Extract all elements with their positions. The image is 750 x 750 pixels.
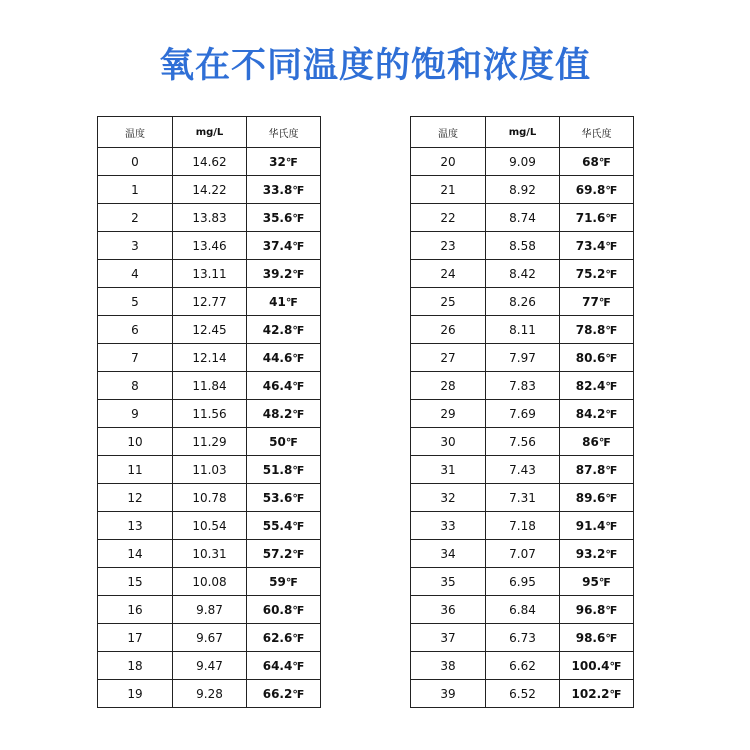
- fahrenheit-value: 77: [582, 294, 599, 309]
- fahrenheit-unit: ℉: [285, 435, 298, 449]
- cell-mgl: 10.78: [173, 484, 247, 512]
- cell-mgl: 10.54: [173, 512, 247, 540]
- cell-mgl: 10.31: [173, 540, 247, 568]
- fahrenheit-value: 68: [582, 154, 599, 169]
- table-row: [411, 400, 634, 428]
- cell-fahrenheit: [560, 540, 634, 568]
- cell-temp: 6: [98, 316, 173, 344]
- cell-mgl: 11.29: [173, 428, 247, 456]
- cell-temp: 1: [98, 176, 173, 204]
- fahrenheit-unit: ℉: [605, 267, 618, 281]
- fahrenheit-value: 75.2: [575, 266, 606, 281]
- table-row: [411, 596, 634, 624]
- table-row: [98, 372, 321, 400]
- cell-mgl: 12.77: [173, 288, 247, 316]
- table-row: [411, 456, 634, 484]
- fahrenheit-unit: ℉: [598, 435, 611, 449]
- cell-fahrenheit: [247, 344, 321, 372]
- cell-temp: 36: [411, 596, 486, 624]
- cell-temp: 20: [411, 148, 486, 176]
- cell-mgl: 9.67: [173, 624, 247, 652]
- cell-temp: 25: [411, 288, 486, 316]
- fahrenheit-value: 102.2: [571, 686, 610, 701]
- fahrenheit-value: 96.8: [575, 602, 606, 617]
- cell-fahrenheit: [560, 428, 634, 456]
- table-row: [411, 232, 634, 260]
- cell-temp: 16: [98, 596, 173, 624]
- cell-temp: 38: [411, 652, 486, 680]
- cell-fahrenheit: [247, 400, 321, 428]
- cell-temp: 19: [98, 680, 173, 708]
- cell-temp: 33: [411, 512, 486, 540]
- cell-mgl: 8.92: [486, 176, 560, 204]
- cell-mgl: 12.45: [173, 316, 247, 344]
- cell-fahrenheit: [247, 260, 321, 288]
- cell-mgl: 7.56: [486, 428, 560, 456]
- cell-fahrenheit: [247, 540, 321, 568]
- table-row: [98, 512, 321, 540]
- table-row: [411, 204, 634, 232]
- cell-temp: 12: [98, 484, 173, 512]
- cell-mgl: 8.42: [486, 260, 560, 288]
- fahrenheit-unit: ℉: [605, 631, 618, 645]
- fahrenheit-value: 51.8: [262, 462, 293, 477]
- cell-fahrenheit: [247, 204, 321, 232]
- fahrenheit-unit: ℉: [605, 211, 618, 225]
- table-row: [98, 484, 321, 512]
- fahrenheit-unit: ℉: [292, 603, 305, 617]
- table-row: [411, 148, 634, 176]
- table-row: [98, 428, 321, 456]
- fahrenheit-value: 78.8: [575, 322, 606, 337]
- table-row: [98, 652, 321, 680]
- cell-temp: 9: [98, 400, 173, 428]
- cell-fahrenheit: [247, 568, 321, 596]
- fahrenheit-value: 80.6: [575, 350, 606, 365]
- cell-fahrenheit: [560, 512, 634, 540]
- saturation-table-left: [97, 116, 321, 708]
- fahrenheit-value: 73.4: [575, 238, 606, 253]
- table-row: [98, 596, 321, 624]
- header-fahrenheit: 华氏度: [560, 117, 634, 148]
- cell-temp: 39: [411, 680, 486, 708]
- table-row: [98, 680, 321, 708]
- cell-mgl: 12.14: [173, 344, 247, 372]
- fahrenheit-value: 91.4: [575, 518, 606, 533]
- table-row: [411, 372, 634, 400]
- fahrenheit-value: 44.6: [262, 350, 293, 365]
- fahrenheit-unit: ℉: [285, 575, 298, 589]
- fahrenheit-value: 66.2: [262, 686, 293, 701]
- fahrenheit-value: 50: [269, 434, 286, 449]
- cell-temp: 3: [98, 232, 173, 260]
- cell-mgl: 6.73: [486, 624, 560, 652]
- fahrenheit-value: 57.2: [262, 546, 293, 561]
- fahrenheit-value: 84.2: [575, 406, 606, 421]
- fahrenheit-value: 82.4: [575, 378, 606, 393]
- cell-fahrenheit: [560, 316, 634, 344]
- cell-mgl: 11.03: [173, 456, 247, 484]
- cell-temp: 29: [411, 400, 486, 428]
- fahrenheit-unit: ℉: [292, 491, 305, 505]
- fahrenheit-value: 60.8: [262, 602, 293, 617]
- fahrenheit-value: 69.8: [575, 182, 606, 197]
- table-row: [98, 400, 321, 428]
- cell-temp: 15: [98, 568, 173, 596]
- cell-fahrenheit: [247, 288, 321, 316]
- cell-temp: 17: [98, 624, 173, 652]
- cell-mgl: 8.26: [486, 288, 560, 316]
- page-title: 氧在不同温度的饱和浓度值: [158, 46, 591, 86]
- cell-fahrenheit: [560, 652, 634, 680]
- table-row: [411, 680, 634, 708]
- fahrenheit-unit: ℉: [285, 295, 298, 309]
- fahrenheit-unit: ℉: [609, 687, 622, 701]
- cell-temp: 31: [411, 456, 486, 484]
- cell-fahrenheit: [560, 400, 634, 428]
- fahrenheit-value: 33.8: [262, 182, 293, 197]
- fahrenheit-value: 71.6: [575, 210, 606, 225]
- fahrenheit-value: 59: [269, 574, 286, 589]
- fahrenheit-value: 62.6: [262, 630, 293, 645]
- fahrenheit-value: 37.4: [262, 238, 293, 253]
- cell-fahrenheit: [247, 148, 321, 176]
- table-row: [98, 288, 321, 316]
- table-row: [411, 568, 634, 596]
- cell-temp: 37: [411, 624, 486, 652]
- fahrenheit-unit: ℉: [292, 519, 305, 533]
- cell-fahrenheit: [560, 596, 634, 624]
- fahrenheit-value: 93.2: [575, 546, 606, 561]
- cell-fahrenheit: [560, 372, 634, 400]
- fahrenheit-unit: ℉: [598, 295, 611, 309]
- cell-mgl: 6.52: [486, 680, 560, 708]
- cell-temp: 23: [411, 232, 486, 260]
- cell-fahrenheit: [247, 596, 321, 624]
- cell-temp: 35: [411, 568, 486, 596]
- cell-mgl: 9.87: [173, 596, 247, 624]
- fahrenheit-unit: ℉: [609, 659, 622, 673]
- fahrenheit-unit: ℉: [605, 239, 618, 253]
- fahrenheit-unit: ℉: [605, 323, 618, 337]
- fahrenheit-unit: ℉: [605, 491, 618, 505]
- cell-fahrenheit: [560, 680, 634, 708]
- cell-mgl: 7.97: [486, 344, 560, 372]
- cell-mgl: 13.11: [173, 260, 247, 288]
- cell-mgl: 9.47: [173, 652, 247, 680]
- cell-mgl: 10.08: [173, 568, 247, 596]
- fahrenheit-unit: ℉: [605, 519, 618, 533]
- fahrenheit-unit: ℉: [292, 211, 305, 225]
- fahrenheit-unit: ℉: [292, 687, 305, 701]
- cell-temp: 26: [411, 316, 486, 344]
- table-row: [98, 568, 321, 596]
- cell-mgl: 7.43: [486, 456, 560, 484]
- fahrenheit-unit: ℉: [605, 379, 618, 393]
- cell-fahrenheit: [560, 232, 634, 260]
- fahrenheit-unit: ℉: [292, 351, 305, 365]
- fahrenheit-unit: ℉: [292, 631, 305, 645]
- fahrenheit-value: 87.8: [575, 462, 606, 477]
- table-header-row: [411, 117, 634, 148]
- cell-temp: 13: [98, 512, 173, 540]
- fahrenheit-unit: ℉: [292, 547, 305, 561]
- cell-fahrenheit: [247, 316, 321, 344]
- fahrenheit-value: 64.4: [262, 658, 293, 673]
- cell-temp: 11: [98, 456, 173, 484]
- fahrenheit-value: 48.2: [262, 406, 293, 421]
- header-temp: 温度: [411, 117, 486, 148]
- table-row: [98, 204, 321, 232]
- cell-mgl: 8.58: [486, 232, 560, 260]
- cell-fahrenheit: [247, 232, 321, 260]
- saturation-table-right: [410, 116, 634, 708]
- table-row: [98, 176, 321, 204]
- cell-temp: 21: [411, 176, 486, 204]
- cell-temp: 32: [411, 484, 486, 512]
- fahrenheit-unit: ℉: [292, 407, 305, 421]
- header-mgl: mg/L: [486, 117, 560, 148]
- fahrenheit-unit: ℉: [605, 603, 618, 617]
- cell-fahrenheit: [560, 624, 634, 652]
- table-row: [411, 428, 634, 456]
- fahrenheit-unit: ℉: [292, 379, 305, 393]
- fahrenheit-unit: ℉: [292, 323, 305, 337]
- cell-fahrenheit: [560, 484, 634, 512]
- fahrenheit-value: 46.4: [262, 378, 293, 393]
- header-fahrenheit: 华氏度: [247, 117, 321, 148]
- cell-mgl: 7.07: [486, 540, 560, 568]
- cell-temp: 8: [98, 372, 173, 400]
- fahrenheit-unit: ℉: [605, 407, 618, 421]
- cell-temp: 28: [411, 372, 486, 400]
- cell-mgl: 13.46: [173, 232, 247, 260]
- fahrenheit-unit: ℉: [598, 575, 611, 589]
- cell-temp: 4: [98, 260, 173, 288]
- cell-temp: 24: [411, 260, 486, 288]
- cell-mgl: 8.11: [486, 316, 560, 344]
- cell-fahrenheit: [247, 456, 321, 484]
- cell-fahrenheit: [247, 428, 321, 456]
- cell-mgl: 13.83: [173, 204, 247, 232]
- table-row: [411, 652, 634, 680]
- cell-mgl: 6.62: [486, 652, 560, 680]
- cell-temp: 27: [411, 344, 486, 372]
- cell-mgl: 11.84: [173, 372, 247, 400]
- cell-fahrenheit: [247, 680, 321, 708]
- cell-fahrenheit: [247, 512, 321, 540]
- header-temp: 温度: [98, 117, 173, 148]
- cell-temp: 2: [98, 204, 173, 232]
- fahrenheit-unit: ℉: [598, 155, 611, 169]
- cell-temp: 7: [98, 344, 173, 372]
- fahrenheit-value: 55.4: [262, 518, 293, 533]
- fahrenheit-value: 89.6: [575, 490, 606, 505]
- cell-mgl: 9.09: [486, 148, 560, 176]
- cell-fahrenheit: [560, 288, 634, 316]
- cell-mgl: 7.31: [486, 484, 560, 512]
- cell-temp: 10: [98, 428, 173, 456]
- table-row: [98, 232, 321, 260]
- cell-mgl: 7.69: [486, 400, 560, 428]
- cell-mgl: 6.84: [486, 596, 560, 624]
- cell-fahrenheit: [560, 176, 634, 204]
- fahrenheit-unit: ℉: [292, 659, 305, 673]
- cell-temp: 5: [98, 288, 173, 316]
- fahrenheit-value: 86: [582, 434, 599, 449]
- fahrenheit-unit: ℉: [605, 351, 618, 365]
- table-header-row: [98, 117, 321, 148]
- table-row: [98, 148, 321, 176]
- cell-mgl: 11.56: [173, 400, 247, 428]
- cell-fahrenheit: [247, 484, 321, 512]
- cell-fahrenheit: [560, 204, 634, 232]
- fahrenheit-value: 39.2: [262, 266, 293, 281]
- cell-mgl: 8.74: [486, 204, 560, 232]
- fahrenheit-value: 41: [269, 294, 286, 309]
- cell-fahrenheit: [247, 176, 321, 204]
- cell-fahrenheit: [247, 624, 321, 652]
- fahrenheit-unit: ℉: [605, 183, 618, 197]
- fahrenheit-value: 98.6: [575, 630, 606, 645]
- cell-temp: 14: [98, 540, 173, 568]
- table-row: [411, 624, 634, 652]
- fahrenheit-unit: ℉: [292, 267, 305, 281]
- table-row: [98, 540, 321, 568]
- table-row: [411, 316, 634, 344]
- cell-fahrenheit: [560, 260, 634, 288]
- cell-fahrenheit: [560, 148, 634, 176]
- fahrenheit-unit: ℉: [292, 463, 305, 477]
- fahrenheit-unit: ℉: [605, 463, 618, 477]
- table-row: [411, 540, 634, 568]
- table-row: [411, 484, 634, 512]
- table-row: [411, 176, 634, 204]
- table-row: [98, 624, 321, 652]
- fahrenheit-value: 53.6: [262, 490, 293, 505]
- fahrenheit-value: 35.6: [262, 210, 293, 225]
- cell-mgl: 9.28: [173, 680, 247, 708]
- cell-fahrenheit: [560, 568, 634, 596]
- cell-temp: 0: [98, 148, 173, 176]
- table-row: [98, 260, 321, 288]
- cell-mgl: 7.18: [486, 512, 560, 540]
- table-row: [411, 260, 634, 288]
- cell-fahrenheit: [247, 372, 321, 400]
- cell-mgl: 14.62: [173, 148, 247, 176]
- table-row: [98, 316, 321, 344]
- table-row: [411, 512, 634, 540]
- fahrenheit-value: 100.4: [571, 658, 610, 673]
- table-row: [98, 456, 321, 484]
- cell-temp: 30: [411, 428, 486, 456]
- fahrenheit-value: 32: [269, 154, 286, 169]
- table-row: [411, 344, 634, 372]
- cell-temp: 18: [98, 652, 173, 680]
- fahrenheit-unit: ℉: [292, 239, 305, 253]
- header-mgl: mg/L: [173, 117, 247, 148]
- cell-mgl: 7.83: [486, 372, 560, 400]
- cell-mgl: 14.22: [173, 176, 247, 204]
- fahrenheit-value: 95: [582, 574, 599, 589]
- fahrenheit-unit: ℉: [292, 183, 305, 197]
- cell-mgl: 6.95: [486, 568, 560, 596]
- fahrenheit-unit: ℉: [605, 547, 618, 561]
- cell-fahrenheit: [247, 652, 321, 680]
- cell-fahrenheit: [560, 344, 634, 372]
- fahrenheit-unit: ℉: [285, 155, 298, 169]
- fahrenheit-value: 42.8: [262, 322, 293, 337]
- cell-fahrenheit: [560, 456, 634, 484]
- table-row: [411, 288, 634, 316]
- cell-temp: 34: [411, 540, 486, 568]
- table-row: [98, 344, 321, 372]
- cell-temp: 22: [411, 204, 486, 232]
